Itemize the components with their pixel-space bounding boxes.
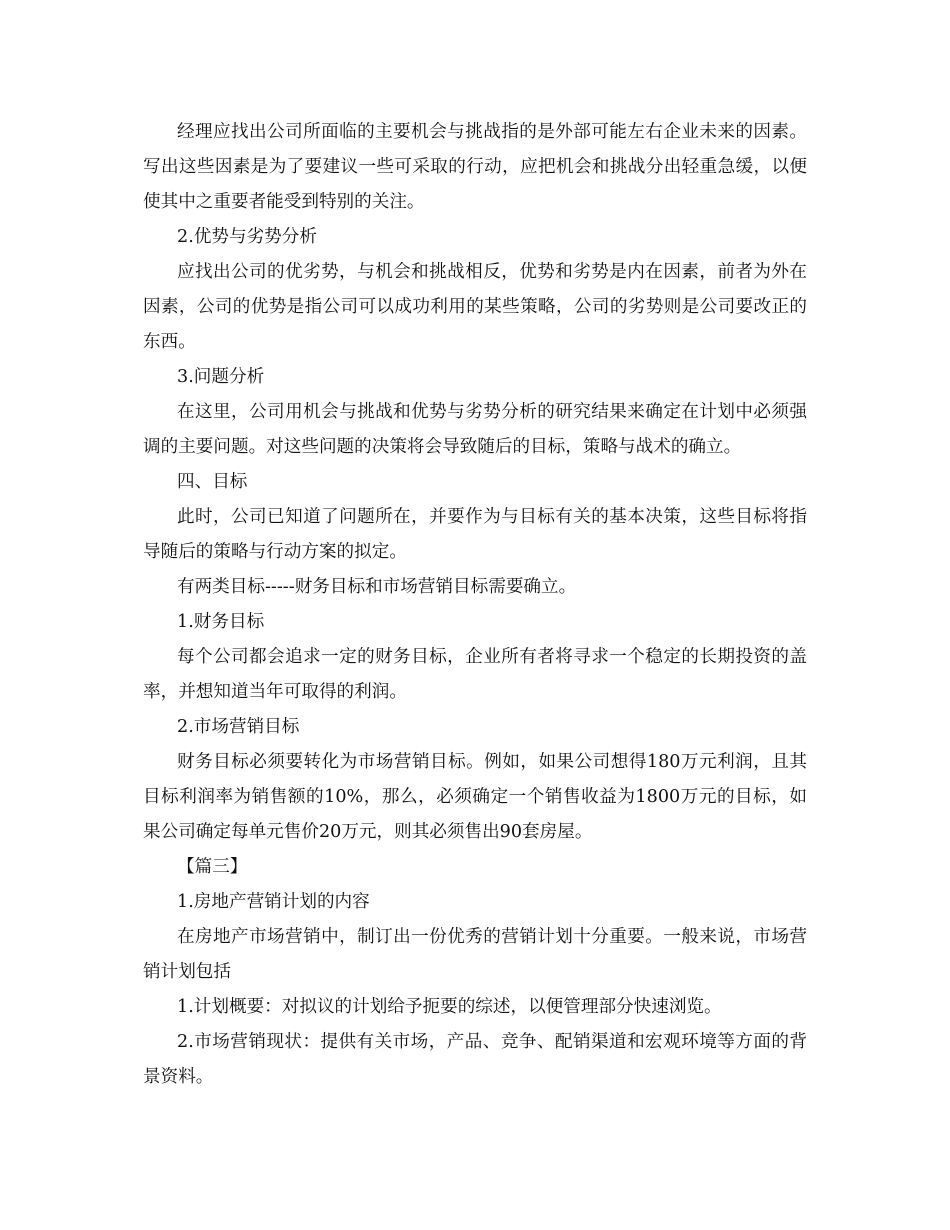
paragraph-financial-objectives: 每个公司都会追求一定的财务目标，企业所有者将寻求一个稳定的长期投资的盖率，并想知道当年可取得的利润。	[143, 647, 807, 702]
list-item-plan-summary: 1.计划概要：对拟议的计划给予扼要的综述，以便管理部分快速浏览。	[177, 997, 722, 1017]
document-body	[143, 115, 807, 1095]
paragraph-opportunities-challenges: 经理应找出公司所面临的主要机会与挑战指的是外部可能左右企业未来的因素。写出这些因素是为了要建议一些可采取的行动，应把机会和挑战分出轻重急缓，以便使其中之重要者能受到特别的关注。	[143, 122, 807, 212]
section-heading-objectives: 四、目标	[177, 472, 248, 492]
paragraph-plan-contents: 在房地产市场营销中，制订出一份优秀的营销计划十分重要。一般来说，市场营销计划包括	[143, 927, 807, 982]
section-heading-problem-analysis: 3.问题分析	[177, 367, 265, 387]
section-heading-plan-contents: 1.房地产营销计划的内容	[177, 892, 370, 912]
paragraph-two-objective-types: 有两类目标-----财务目标和市场营销目标需要确立。	[177, 577, 577, 597]
paragraph-problem-analysis: 在这里，公司用机会与挑战和优势与劣势分析的研究结果来确定在计划中必须强调的主要问题。对这些问题的决策将会导致随后的目标，策略与战术的确立。	[143, 402, 807, 457]
section-heading-strengths-weaknesses: 2.优势与劣势分析	[177, 227, 317, 247]
section-heading-financial-objectives: 1.财务目标	[177, 612, 265, 632]
paragraph-objectives: 此时，公司已知道了问题所在，并要作为与目标有关的基本决策，这些目标将指导随后的策略与行动方案的拟定。	[143, 507, 807, 562]
section-label-part-three: 【篇三】	[177, 857, 248, 877]
paragraph-marketing-objectives: 财务目标必须要转化为市场营销目标。例如，如果公司想得180万元利润，且其目标利润率为销售额的10%，那么，必须确定一个销售收益为1800万元的目标，如果公司确定每单元售价20万元，则其必须售出90套房屋。	[143, 752, 807, 842]
list-item-market-status: 2.市场营销现状：提供有关市场，产品、竞争、配销渠道和宏观环境等方面的背景资料。	[143, 1032, 807, 1087]
section-heading-marketing-objectives: 2.市场营销目标	[177, 717, 300, 737]
paragraph-strengths-weaknesses: 应找出公司的优劣势，与机会和挑战相反，优势和劣势是内在因素，前者为外在因素，公司的优势是指公司可以成功利用的某些策略，公司的劣势则是公司要改正的东西。	[143, 262, 807, 352]
